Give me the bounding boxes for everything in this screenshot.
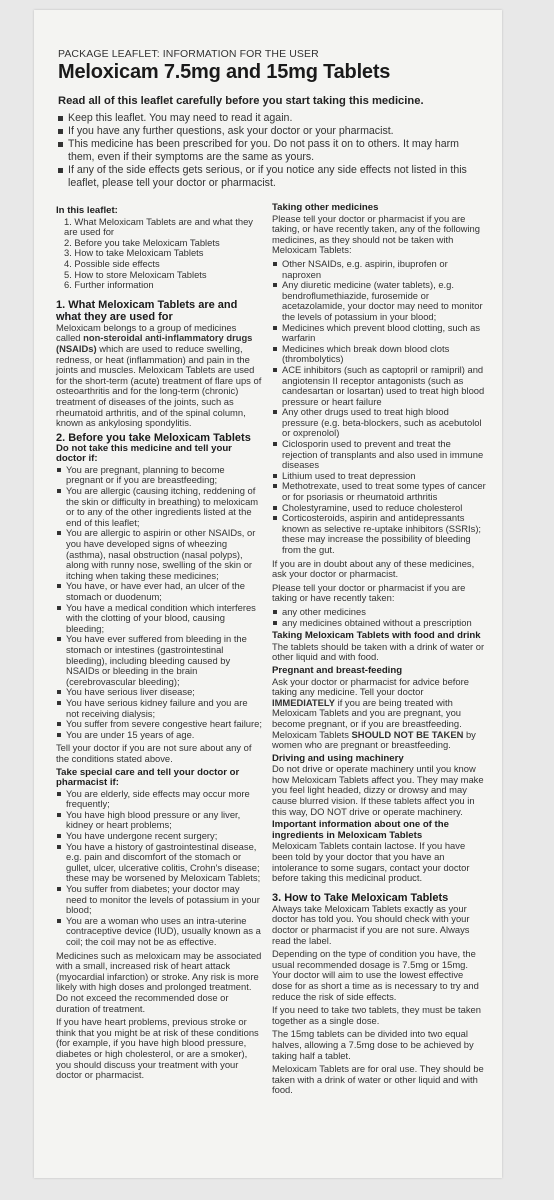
other-medicines-heading: Taking other medicines bbox=[272, 202, 379, 213]
list-item: You have ever suffered from bleeding in the stomach or intestines (gastrointestinal bleeding), including bleeding caused by NSAIDs or bleeding in the brain (cerebrovascular bleeding); bbox=[56, 634, 262, 687]
section-1-heading: 1. What Meloxicam Tablets are and what they are used for bbox=[56, 298, 238, 323]
intro-item: If you have any further questions, ask your doctor or your pharmacist. bbox=[58, 125, 478, 138]
list-item: Other NSAIDs, e.g. aspirin, ibuprofen or naproxen bbox=[272, 259, 486, 280]
section-3-heading: 3. How to Take Meloxicam Tablets bbox=[272, 891, 449, 904]
section-3-paragraph: Depending on the type of condition you have, the usual recommended dosage is 7.5mg or 15mg. Your doctor will aim to use the lowest effective dose for as short a time as is necessary to try and reduce the risk of side effects. bbox=[272, 948, 479, 1002]
other-medicines-list-2 bbox=[272, 607, 486, 628]
intro-item: This medicine has been prescribed for you. Do not pass it on to others. It may harm them, even if their symptoms are the same as yours. bbox=[58, 138, 478, 164]
food-heading: Taking Meloxicam Tablets with food and drink bbox=[272, 630, 481, 642]
list-item: You are under 15 years of age. bbox=[56, 730, 262, 741]
intro-item: If any of the side effects gets serious, or if you notice any side effects not listed in this leaflet, please tell your doctor or pharmacist. bbox=[58, 164, 478, 190]
driving-heading: Driving and using machinery bbox=[272, 752, 404, 764]
list-item: You have a history of gastrointestinal disease, e.g. pain and discomfort of the stomach or gullet, ulcer, ulcerative colitis, Crohn's disease; these may be worsened by Meloxicam Tablets; bbox=[56, 842, 262, 884]
intro-bullets bbox=[58, 112, 478, 190]
driving-paragraph: Do not drive or operate machinery until you know how Meloxicam Tablets affect you. They may make you feel light headed, dizzy or drowsy and may cause blurred vision. If these tablets affect you in this way, DO NOT drive or operate machinery. bbox=[272, 763, 484, 817]
section-2-heading: 2. Before you take Meloxicam Tablets bbox=[56, 431, 251, 444]
list-item: You have a medical condition which interferes with the clotting of your blood, causing bleeding; bbox=[56, 603, 262, 635]
list-item: You have high blood pressure or any liver, kidney or heart problems; bbox=[56, 810, 262, 831]
pregnancy-paragraph: Ask your doctor or pharmacist for advice before taking any medicine. Tell your doctor IMMEDIATELY if you are being treated with Meloxicam Tablets and you are pregnant, you become pregnant, or if you are breastfeeding. Meloxicam Tablets SHOULD NOT BE TAKEN by women who are pregnant or breastfeeding. bbox=[272, 675, 476, 751]
toc-item: 2. Before you take Meloxicam Tablets bbox=[64, 236, 220, 248]
leaflet-title: Meloxicam 7.5mg and 15mg Tablets bbox=[58, 61, 391, 83]
toc-heading: In this leaflet: bbox=[56, 205, 118, 216]
toc-item: 6. Further information bbox=[64, 279, 154, 291]
list-item: You have, or have ever had, an ulcer of the stomach or duodenum; bbox=[56, 581, 262, 602]
toc-item: 1. What Meloxicam Tablets are and what they are used for bbox=[64, 215, 253, 238]
list-item: You have serious liver disease; bbox=[56, 687, 262, 698]
other-medicines-list bbox=[272, 259, 486, 556]
section-3-paragraph: Meloxicam Tablets are for oral use. They should be taken with a drink of water or other liquid and with food. bbox=[272, 1063, 484, 1096]
heart-paragraph: If you have heart problems, previous stroke or think that you might be at risk of these conditions (for example, if you have high blood pressure, diabetes or high cholesterol, or are a smoker), you should discuss your treatment with your doctor or pharmacist. bbox=[56, 1016, 259, 1081]
list-item: ACE inhibitors (such as captopril or ramipril) and angiotensin II receptor antagonists (such as candesartan or losartan) used to treat high blood pressure or heart failure bbox=[272, 365, 486, 407]
list-item: Any other drugs used to treat high blood pressure (e.g. beta-blockers, such as acebutolol or oxprenolol) bbox=[272, 407, 486, 439]
list-item: Methotrexate, used to treat some types of cancer or for psoriasis or rheumatoid arthritis bbox=[272, 481, 486, 502]
section-3-paragraph: Always take Meloxicam Tablets exactly as your doctor has told you. You should check with your doctor or pharmacist if you are not sure. Always read the label. bbox=[272, 902, 470, 946]
section-1-paragraph: Meloxicam belongs to a group of medicines called non-steroidal anti-inflammatory drugs (NSAIDs) which are used to reduce swelling, redness, or heat (inflammation) and pain in the joints and muscles. Meloxicam Tablets are used for the short-term (acute) treatment of flare ups of osteoarthritis and for the long-term (chronic) treatment of diseases of the joints, such as rheumatoid arthritis, and of the spinal column, known as ankylosing spondylitis. bbox=[56, 321, 262, 429]
list-item: You are allergic (causing itching, reddening of the skin or difficulty in breathing) to meloxicam or to any of the other ingredients listed at the end of this leaflet; bbox=[56, 486, 262, 528]
list-item: Corticosteroids, aspirin and antidepressants known as selective re-uptake inhibitors (SSRIs); these may increase the possibility of bleeding from the gut. bbox=[272, 513, 486, 555]
ingredients-heading: Important information about one of the ingredients in Meloxicam Tablets bbox=[272, 819, 449, 841]
list-item: You suffer from severe congestive heart failure; bbox=[56, 719, 262, 730]
list-item: Medicines which break down blood clots (thrombolytics) bbox=[272, 344, 486, 365]
toc-list bbox=[56, 217, 262, 291]
do-not-take-note: Tell your doctor if you are not sure about any of the conditions stated above. bbox=[56, 742, 252, 764]
other-medicines-note-2: Please tell your doctor or pharmacist if you are taking or have recently taken: bbox=[272, 581, 466, 604]
list-item: Any diuretic medicine (water tablets), e.g. bendroflumethiazide, furosemide or acetazolamide, your doctor may need to monitor the levels of potassium in your blood; bbox=[272, 280, 486, 322]
other-medicines-note-1: If you are in doubt about any of these medicines, ask your doctor or pharmacist. bbox=[272, 557, 475, 580]
intro-item: Keep this leaflet. You may need to read it again. bbox=[58, 112, 478, 125]
list-item: Lithium used to treat depression bbox=[272, 471, 486, 482]
risk-paragraph: Medicines such as meloxicam may be associated with a small, increased risk of heart attack (myocardial infarction) or stroke. Any risk is more likely with high doses and prolonged treatment. Do not exceed the recommended dose or duration of treatment. bbox=[56, 949, 262, 1014]
list-item: any other medicines bbox=[272, 607, 486, 618]
list-item: any medicines obtained without a prescription bbox=[272, 618, 486, 629]
ingredients-paragraph: Meloxicam Tablets contain lactose. If you have been told by your doctor that you have an intolerance to some sugars, contact your doctor before taking this medicinal product. bbox=[272, 840, 470, 884]
other-medicines-intro: Please tell your doctor or pharmacist if you are taking, or have recently taken, any of the following medicines, as they should not be taken with Meloxicam Tablets: bbox=[272, 212, 480, 256]
leaflet-page bbox=[34, 10, 502, 1178]
list-item: You are elderly, side effects may occur more frequently; bbox=[56, 789, 262, 810]
leaflet-pretitle: PACKAGE LEAFLET: INFORMATION FOR THE USER bbox=[58, 48, 319, 60]
do-not-take-list bbox=[56, 465, 262, 740]
special-care-list bbox=[56, 789, 262, 948]
right-column bbox=[272, 203, 486, 1099]
toc-item: 5. How to store Meloxicam Tablets bbox=[64, 268, 207, 280]
toc-item: 4. Possible side effects bbox=[64, 257, 160, 269]
list-item: You have undergone recent surgery; bbox=[56, 831, 262, 842]
list-item: You suffer from diabetes; your doctor may need to monitor the levels of potassium in your blood; bbox=[56, 884, 262, 916]
list-item: Medicines which prevent blood clotting, such as warfarin bbox=[272, 323, 486, 344]
food-paragraph: The tablets should be taken with a drink of water or other liquid and with food. bbox=[272, 640, 485, 663]
list-item: You are allergic to aspirin or other NSAIDs, or you have developed signs of wheezing (asthma), nasal obstruction (nasal polyps), along with runny nose, swelling of the skin or itching when taking these medicines; bbox=[56, 528, 262, 581]
left-column bbox=[56, 206, 262, 1084]
do-not-take-heading: Do not take this medicine and tell your doctor if: bbox=[56, 442, 232, 465]
section-3-paragraph: If you need to take two tablets, they must be taken together as a single dose. bbox=[272, 1004, 481, 1026]
list-item: Ciclosporin used to prevent and treat the rejection of transplants and also used in immune diseases bbox=[272, 439, 486, 471]
section-3-paragraph: The 15mg tablets can be divided into two equal halves, allowing a 7.5mg dose to be achieved by taking half a tablet. bbox=[272, 1028, 474, 1061]
pregnancy-heading: Pregnant and breast-feeding bbox=[272, 664, 403, 676]
toc-item: 3. How to take Meloxicam Tablets bbox=[64, 247, 204, 259]
list-item: You are pregnant, planning to become pregnant or if you are breastfeeding; bbox=[56, 465, 262, 486]
read-all-notice: Read all of this leaflet carefully before you start taking this medicine. bbox=[58, 95, 424, 107]
special-care-heading: Take special care and tell your doctor or pharmacist if: bbox=[56, 766, 240, 789]
list-item: You have serious kidney failure and you are not receiving dialysis; bbox=[56, 698, 262, 719]
list-item: You are a woman who uses an intra-uterine contraceptive device (IUD), usually known as a coil; the coil may not be as effective. bbox=[56, 916, 262, 948]
list-item: Cholestyramine, used to reduce cholesterol bbox=[272, 503, 486, 514]
